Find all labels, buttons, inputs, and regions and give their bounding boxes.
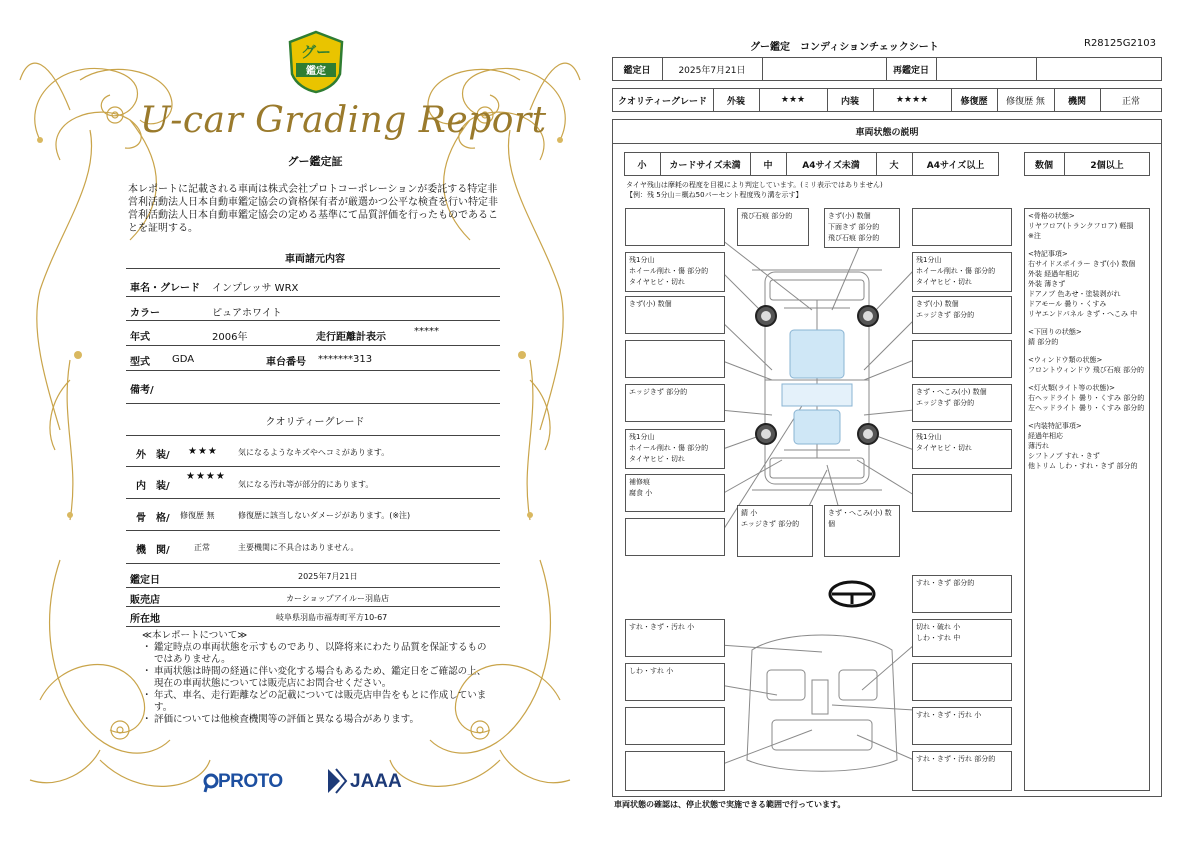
divider xyxy=(126,626,500,627)
interior-label: 内装 xyxy=(840,96,859,107)
condition-check-sheet xyxy=(600,0,1200,848)
reappraisal-date-label: 再鑑定日 xyxy=(892,65,929,76)
mileage-value: ***** xyxy=(414,326,439,337)
mileage-label: 走行距離計表示 xyxy=(316,332,386,343)
divider xyxy=(126,530,500,531)
damage-box: 飛び石痕 部分的 xyxy=(737,208,809,246)
date-value: 2025年7月21日 xyxy=(678,65,746,76)
exterior-stars: ★★★ xyxy=(780,95,806,105)
color-label: カラー xyxy=(130,308,160,319)
note-interior: <内装特記事項> 経過年相応 薄汚れ シフトノブ すれ・きず 他トリム しわ・すれ・きず 部分的 xyxy=(1028,422,1138,470)
tire-box-front-right: 残1分山 ホイール削れ・傷 部分的 タイヤヒビ・切れ xyxy=(912,252,1012,292)
tire-note: タイヤ残山は摩耗の程度を目視により判定しています。(ミリ表示ではありません) xyxy=(626,181,883,189)
note-frame: <骨格の状態> リヤフロア(トランクフロア) 軽損 ※注 xyxy=(1028,212,1134,240)
frame-text: 修復歴に該当しないダメージがあります。(※注) xyxy=(238,511,411,520)
exterior-label: 外装 xyxy=(726,96,745,107)
name-grade-value: インプレッサ WRX xyxy=(212,283,299,294)
repair-value: 修復歴 無 xyxy=(1006,96,1045,107)
divider xyxy=(126,466,500,467)
report-title: U-car Grading Report xyxy=(140,100,547,141)
exterior-stars: ★★★ xyxy=(188,446,218,457)
certificate-title: グー鑑定証 xyxy=(287,155,343,168)
interior-stars: ★★★★ xyxy=(186,471,226,482)
damage-box xyxy=(912,340,1012,378)
damage-box: きず・へこみ(小) 数個 xyxy=(824,505,900,557)
damage-box xyxy=(912,208,1012,246)
size-medium: 中 xyxy=(763,160,773,171)
proto-logo: PROTO xyxy=(218,771,283,792)
frame-value: 修復歴 無 xyxy=(180,511,215,520)
divider xyxy=(126,345,500,346)
jaaa-logo-icon xyxy=(326,767,348,795)
divider xyxy=(126,587,500,588)
count-label: 数個 xyxy=(1034,160,1053,171)
name-grade-label: 車名・グレード xyxy=(130,283,200,294)
interior-box xyxy=(625,707,725,745)
about-title: ≪本レポートについて≫ xyxy=(142,630,248,641)
tire-example-note: 【例：残 5分山＝概ね50パーセント程度残り溝を示す】 xyxy=(626,191,803,199)
goo-appraisal-badge-icon xyxy=(286,30,346,94)
model-label: 型式 xyxy=(130,357,150,368)
address-value: 岐阜県羽島市福寿町平方10-67 xyxy=(276,613,388,622)
repair-label: 修復歴 xyxy=(960,96,988,107)
interior-box xyxy=(625,751,725,791)
damage-box xyxy=(912,474,1012,512)
divider xyxy=(126,320,500,321)
note-underbody: <下回りの状態> 錆 部分的 xyxy=(1028,328,1082,346)
engine-label: 機関 xyxy=(1067,96,1086,107)
damage-box xyxy=(625,208,725,246)
tire-box-rear-left: 残1分山 ホイール削れ・傷 部分的 タイヤヒビ・切れ xyxy=(625,429,725,469)
badge-text-bottom: 鑑定 xyxy=(306,66,326,77)
about-item: ・ 車両状態は時間の経過に伴い変化する場合もあるため、鑑定日をご確認の上、現在の車両状態については販売店にお問合せください。 xyxy=(142,666,492,690)
jaaa-logo: JAAA xyxy=(350,771,402,792)
note-lights: <灯火類(ライト等の状態)> 右ヘッドライト 曇り・くすみ 部分的 左ヘッドライト 曇り・くすみ 部分的 xyxy=(1028,384,1145,412)
engine-value: 正常 xyxy=(1121,96,1140,107)
count-desc: 2個以上 xyxy=(1090,160,1124,171)
steering-box: すれ・きず 部分的 xyxy=(912,575,1012,613)
tire-box-rear-right: 残1分山 タイヤヒビ・切れ xyxy=(912,429,1012,469)
interior-box: すれ・きず・汚れ 部分的 xyxy=(912,751,1012,791)
divider xyxy=(126,563,500,564)
remarks-label: 備考/ xyxy=(130,385,154,396)
size-large-desc: A4サイズ以上 xyxy=(926,160,985,171)
size-large: 大 xyxy=(889,160,899,171)
reappraisal-date-value xyxy=(936,57,1036,81)
color-value: ピュアホワイト xyxy=(212,308,282,319)
sheet-title: グー鑑定 コンディションチェックシート xyxy=(750,42,939,53)
badge-text-top: グー xyxy=(300,43,332,61)
about-item: ・ 鑑定時点の車両状態を示すものであり、以降将来にわたり品質を保証するものではありません。 xyxy=(142,642,492,666)
shop-label: 販売店 xyxy=(130,595,160,606)
damage-box: きず(小) 数個 エッジきず 部分的 xyxy=(912,296,1012,334)
damage-box: 補修痕 腐食 小 xyxy=(625,474,725,512)
divider xyxy=(126,370,500,371)
divider xyxy=(126,268,500,269)
about-item: ・ 評価については他検査機関等の評価と異なる場合があります。 xyxy=(142,714,492,726)
size-medium-desc: A4サイズ未満 xyxy=(802,160,860,171)
damage-box: きず・へこみ(小) 数個 エッジきず 部分的 xyxy=(912,384,1012,422)
exterior-text: 気になるようなキズやヘコミがあります。 xyxy=(238,448,390,457)
interior-box: すれ・きず・汚れ 小 xyxy=(912,707,1012,745)
model-value: GDA xyxy=(172,354,195,365)
damage-box xyxy=(625,340,725,378)
divider xyxy=(126,435,500,436)
damage-box: 錆 小 エッジきず 部分的 xyxy=(737,505,813,557)
chassis-value: *******313 xyxy=(318,354,373,365)
proto-logo-icon xyxy=(203,773,219,793)
chassis-label: 車台番号 xyxy=(266,357,306,368)
damage-box xyxy=(625,518,725,556)
spec-heading: 車両諸元内容 xyxy=(285,254,345,265)
certificate-text: 本レポートに記載される車両は株式会社プロトコーポレーションが委託する特定非営利活動法人日本自動車鑑定協会の資格保有者が厳選かつ公平な検査を行い特定非営利活動法人日本自動車鑑定協会の定める基準にて品質評価を行ったものであることを証明する。 xyxy=(128,184,498,234)
interior-label: 内 装/ xyxy=(136,481,170,492)
date-label: 鑑定日 xyxy=(623,65,651,76)
damage-box: エッジきず 部分的 xyxy=(625,384,725,422)
divider xyxy=(126,606,500,607)
interior-box xyxy=(912,663,1012,701)
divider xyxy=(126,296,500,297)
interior-box: 切れ・破れ 小 しわ・すれ 中 xyxy=(912,619,1012,657)
size-small: 小 xyxy=(637,160,647,171)
interior-text: 気になる汚れ等が部分的にあります。 xyxy=(238,480,374,489)
divider xyxy=(126,498,500,499)
address-label: 所在地 xyxy=(130,614,160,625)
interior-stars: ★★★★ xyxy=(895,95,929,105)
interior-box: しわ・すれ 小 xyxy=(625,663,725,701)
about-report-section xyxy=(142,630,492,726)
appraisal-date-label: 鑑定日 xyxy=(130,575,160,586)
year-label: 年式 xyxy=(130,332,150,343)
engine-value: 正常 xyxy=(194,543,210,552)
appraisal-date-value: 2025年7月21日 xyxy=(298,572,358,581)
note-windows: <ウィンドウ類の状態> フロントウィンドウ 飛び石痕 部分的 xyxy=(1028,356,1145,374)
engine-text: 主要機関に不具合はありません。 xyxy=(238,543,359,552)
interior-box: すれ・きず・汚れ 小 xyxy=(625,619,725,657)
exterior-label: 外 装/ xyxy=(136,450,170,461)
damage-box: きず(小) 数個 xyxy=(625,296,725,334)
size-small-desc: カードサイズ未満 xyxy=(669,160,741,171)
quality-grade-label: クオリティーグレード xyxy=(617,96,708,107)
year-value: 2006年 xyxy=(212,332,248,343)
tire-box-front-left: 残1分山 ホイール削れ・傷 部分的 タイヤヒビ・切れ xyxy=(625,252,725,292)
frame-label: 骨 格/ xyxy=(136,513,170,524)
engine-label: 機 関/ xyxy=(136,545,170,556)
note-special: <特記事項> 右サイドスポイラー きず(小) 数個 外装 経過年相応 外装 薄きず ドアノブ 色あせ・塗装剥がれ ドアモール 曇り・くすみ リヤエンドパネル きず・へこみ 中 xyxy=(1028,250,1138,318)
shop-value: カーショップアイルー羽島店 xyxy=(286,594,389,603)
section-title: 車両状態の説明 xyxy=(855,127,919,138)
about-item: ・ 年式、車名、走行距離などの記載については販売店申告をもとに作成しています。 xyxy=(142,690,492,714)
doc-id: R28125G2103 xyxy=(1084,38,1156,49)
quality-heading: クオリティーグレード xyxy=(265,417,365,428)
divider xyxy=(126,403,500,404)
footer-note: 車両状態の確認は、停止状態で実施できる範囲で行っています。 xyxy=(614,800,846,809)
damage-box: きず(小) 数個 下面きず 部分的 飛び石痕 部分的 xyxy=(824,208,900,248)
notes-list xyxy=(1028,211,1158,479)
